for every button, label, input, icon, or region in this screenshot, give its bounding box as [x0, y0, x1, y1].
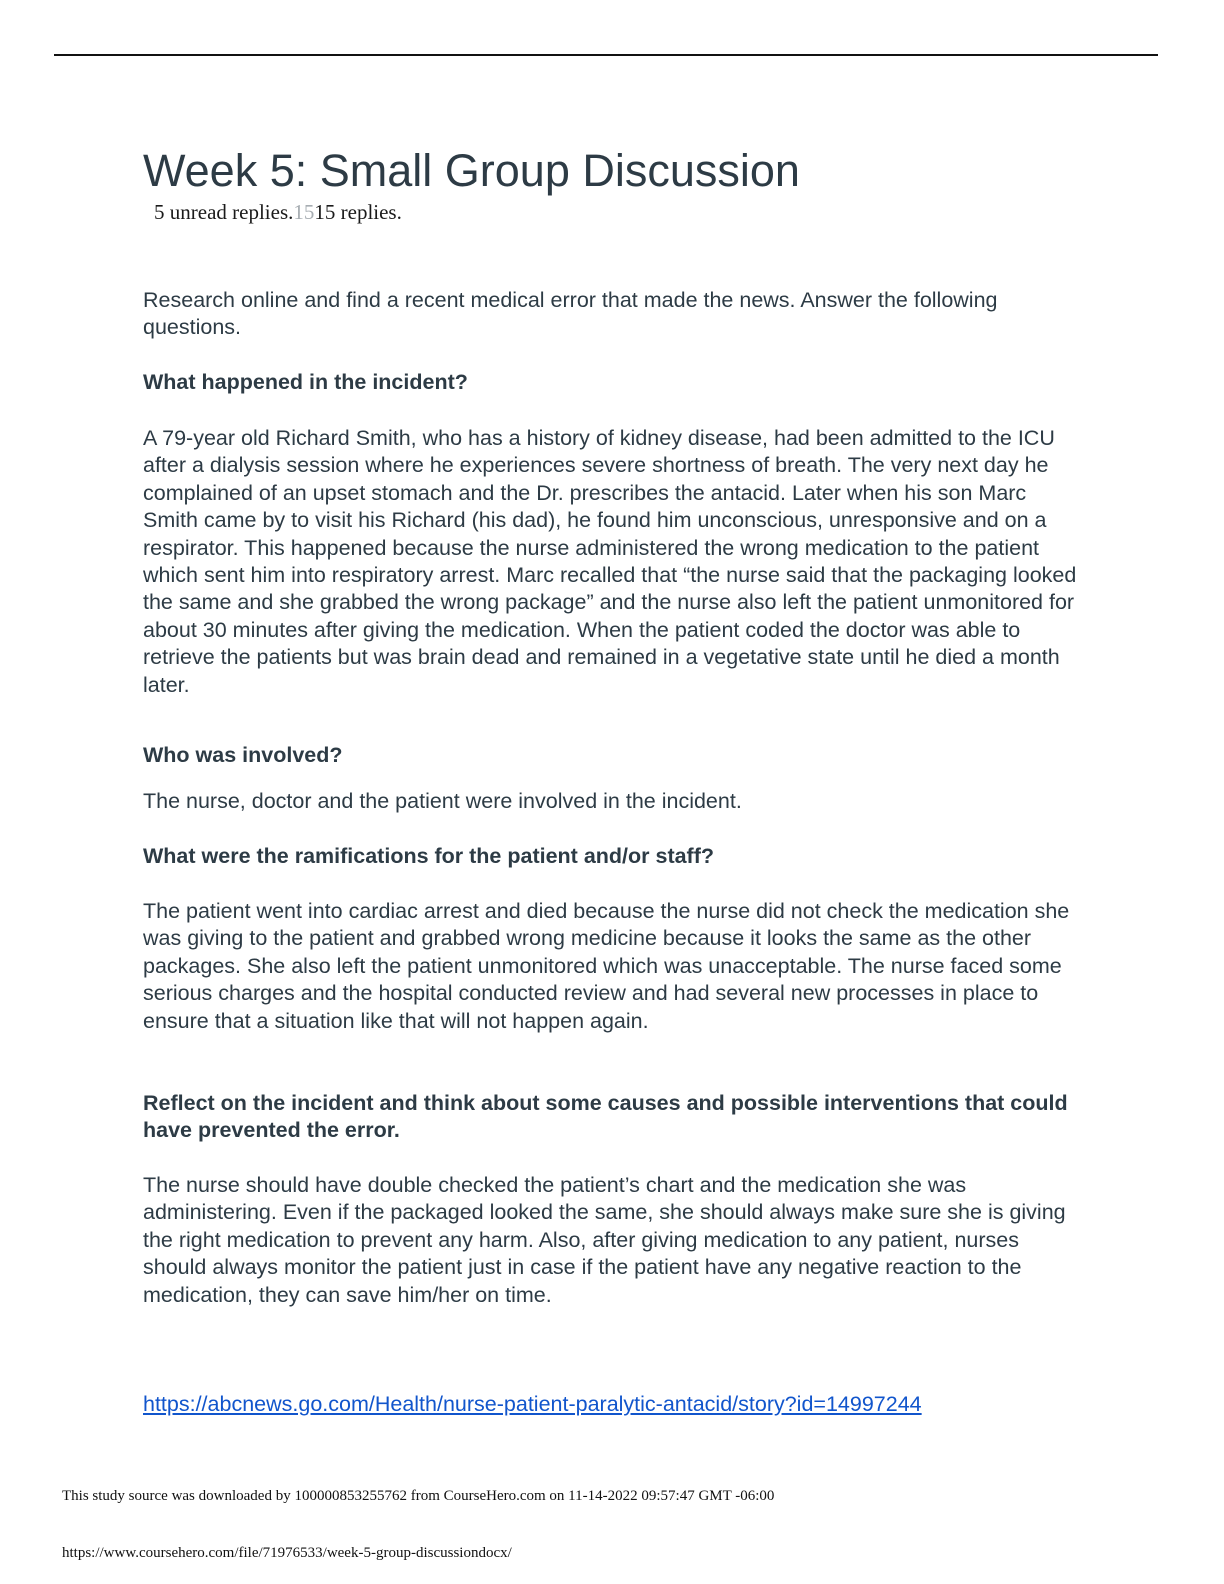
replies-summary — [154, 199, 402, 225]
footer-url: https://www.coursehero.com/file/71976533/week-5-group-discussiondocx/ — [62, 1545, 512, 1561]
answer-involved: The nurse, doctor and the patient were involved in the incident. — [143, 789, 742, 813]
answer-incident: A 79-year old Richard Smith, who has a history of kidney disease, had been admitted to the ICU after a dialysis session where he experiences severe shortness of breath. The very next day he complained of an upset stomach and the Dr. prescribes the antacid. Later when his son Marc Smith came by to visit his Richard (his dad), he found him unconscious, unresponsive and on a respirator. This happened because the nurse administered the wrong medication to the patient which sent him into respiratory arrest. Marc recalled that “the nurse said that the packaging looked the same and she grabbed the wrong package” and the nurse also left the patient unmonitored for about 30 minutes after giving the medication. When the patient coded the doctor was able to retrieve the patients but was brain dead and remained in a vegetative state until he died a month later. — [143, 426, 1077, 697]
question-heading-ramifications: What were the ramifications for the patient and/or staff? — [143, 844, 715, 868]
question-heading-involved: Who was involved? — [143, 743, 343, 767]
intro-paragraph: Research online and find a recent medical error that made the news. Answer the following questions. — [143, 288, 998, 340]
total-replies-count: 15 replies. — [314, 200, 402, 224]
top-rule — [54, 54, 1158, 56]
unread-replies-count: 5 unread replies. — [154, 200, 294, 224]
question-heading-incident: What happened in the incident? — [143, 370, 468, 394]
replies-count-badge: 15 — [293, 200, 315, 224]
source-news-link[interactable]: https://abcnews.go.com/Health/nurse-patient-paralytic-antacid/story?id=14997244 — [143, 1392, 922, 1416]
download-notice: This study source was downloaded by 100000853255762 from CourseHero.com on 11-14-2022 09:57:47 GMT -06:00 — [62, 1488, 775, 1504]
answer-ramifications: The patient went into cardiac arrest and died because the nurse did not check the medication she was giving to the patient and grabbed wrong medicine because it looks the same as the other packages. She also left the patient unmonitored which was unacceptable. The nurse faced some serious charges and the hospital conducted review and had several new processes in place to ensure that a situation like that will not happen again. — [143, 899, 1070, 1033]
answer-reflect: The nurse should have double checked the patient’s chart and the medication she was administering. Even if the packaged looked the same, she should always make sure she is giving the right medication to prevent any harm. Also, after giving medication to any patient, nurses should always monitor the patient just in case if the patient have any negative reaction to the medication, they can save him/her on time. — [143, 1173, 1066, 1307]
page-title: Week 5: Small Group Discussion — [143, 145, 800, 196]
question-heading-reflect: Reflect on the incident and think about some causes and possible interventions that could have prevented the error. — [143, 1091, 1068, 1143]
